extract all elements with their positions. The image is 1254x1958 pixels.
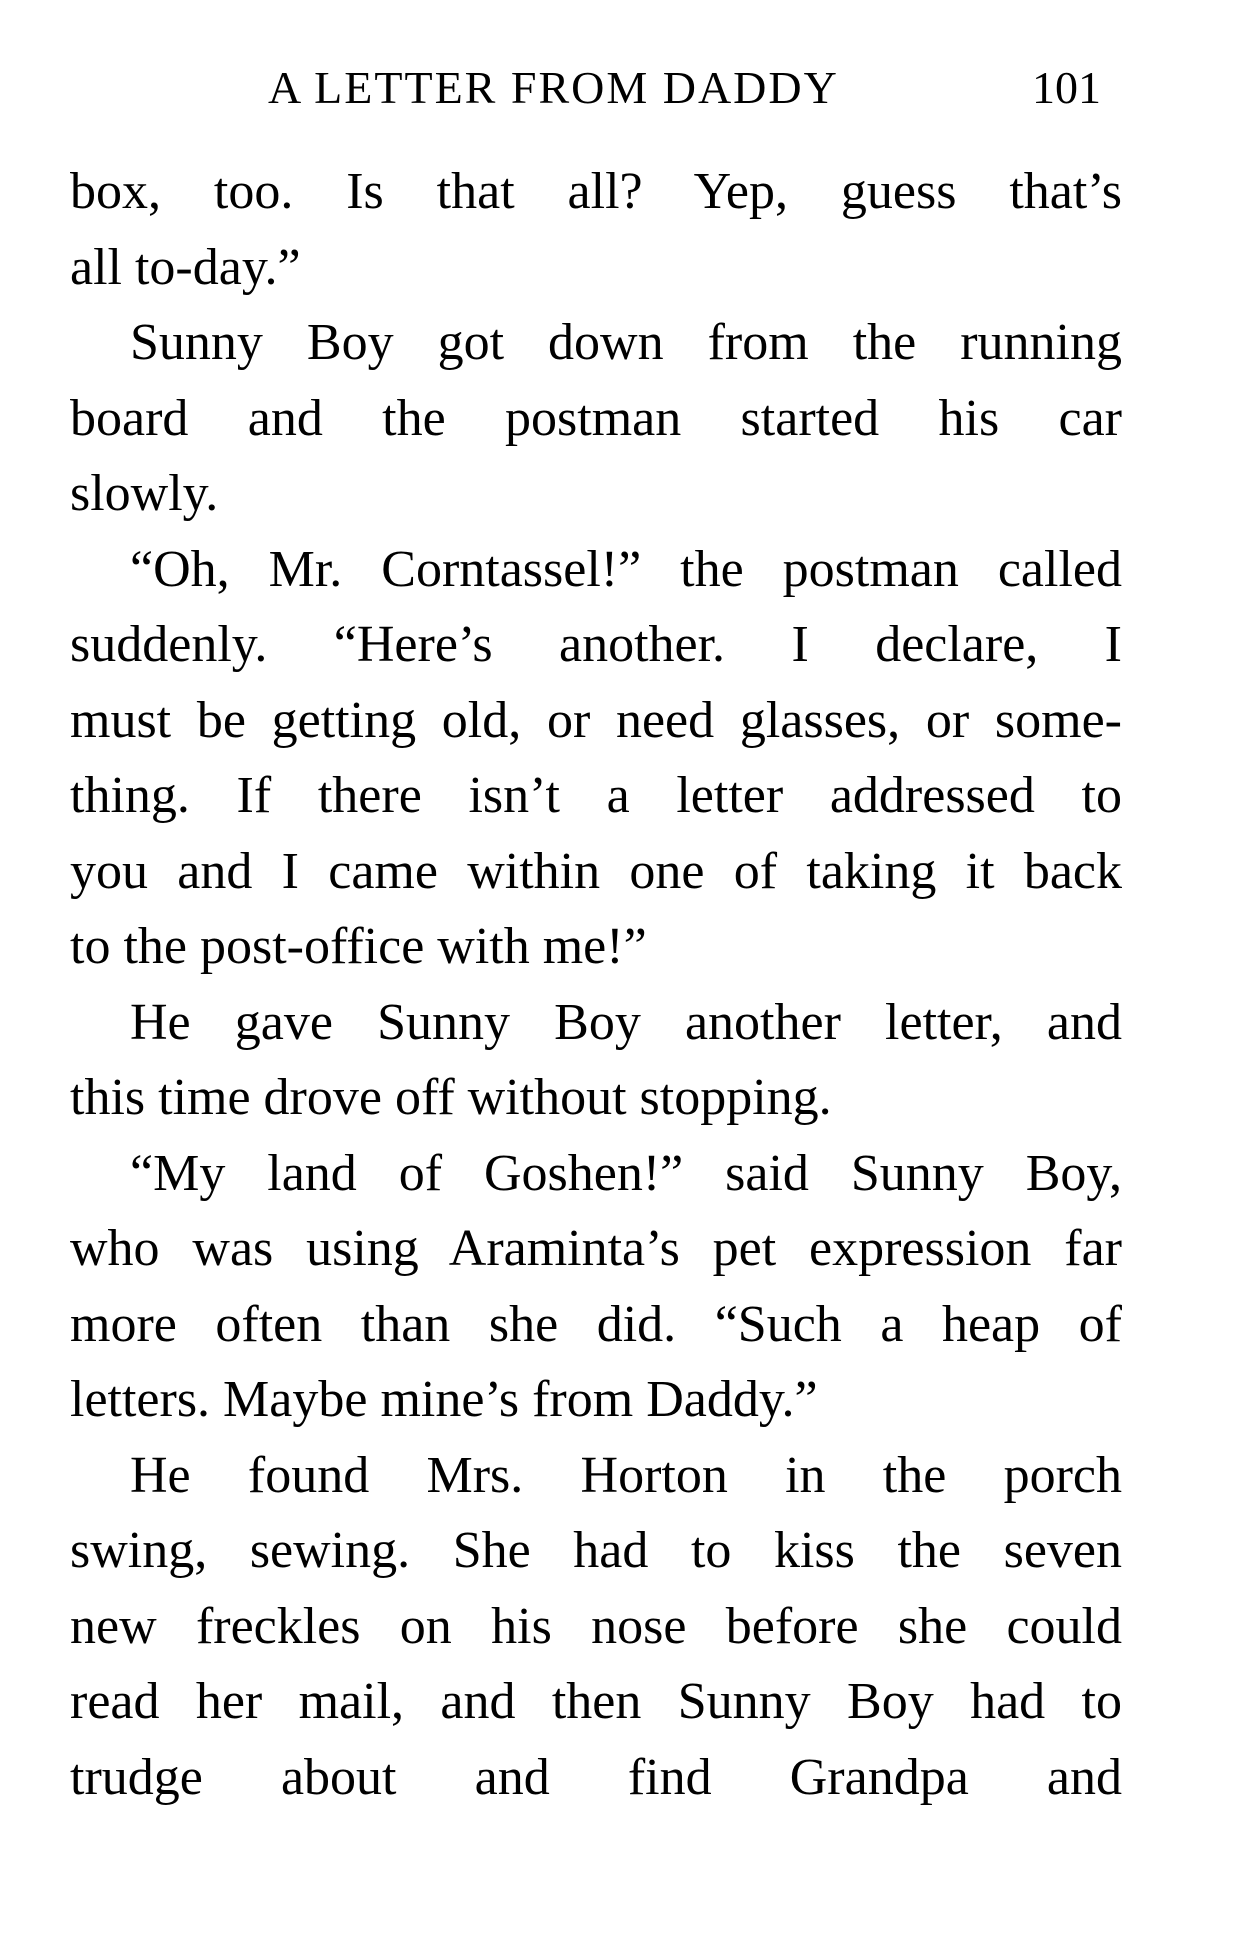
text-line: you and I came within one of taking it back bbox=[70, 842, 1122, 900]
text-line: board and the postman started his car bbox=[70, 389, 1122, 447]
text-line: He found Mrs. Horton in the porch bbox=[130, 1446, 1122, 1504]
text-line: all to-day.” bbox=[70, 238, 301, 296]
text-line: to the post-office with me!” bbox=[70, 918, 647, 975]
text-line: box, too. Is that all? Yep, guess that’s bbox=[70, 163, 1122, 220]
text-line: letters. Maybe mine’s from Daddy.” bbox=[70, 1371, 818, 1428]
text-line: swing, sewing. She had to kiss the seven bbox=[70, 1522, 1122, 1579]
page-header bbox=[0, 58, 1254, 118]
text-line: slowly. bbox=[70, 465, 219, 522]
text-line: read her mail, and then Sunny Boy had to bbox=[70, 1673, 1122, 1730]
text-line: must be getting old, or need glasses, or some- bbox=[70, 691, 1122, 749]
text-line: this time drove off without stopping. bbox=[70, 1069, 832, 1126]
body-text bbox=[70, 154, 1122, 1815]
text-line: “Oh, Mr. Corntassel!” the postman called bbox=[130, 540, 1122, 598]
text-line: thing. If there isn’t a letter addressed to bbox=[70, 767, 1122, 824]
text-line: more often than she did. “Such a heap of bbox=[70, 1295, 1122, 1353]
text-line: who was using Araminta’s pet expression far bbox=[70, 1220, 1122, 1277]
text-line: new freckles on his nose before she could bbox=[70, 1597, 1122, 1655]
text-line: suddenly. “Here’s another. I declare, I bbox=[70, 616, 1122, 673]
text-line: “My land of Goshen!” said Sunny Boy, bbox=[130, 1144, 1122, 1202]
text-line: trudge about and find Grandpa and bbox=[70, 1748, 1122, 1806]
text-line: Sunny Boy got down from the running bbox=[130, 314, 1122, 371]
page-number: 101 bbox=[1032, 62, 1101, 113]
text-line: He gave Sunny Boy another letter, and bbox=[130, 993, 1122, 1051]
running-title: A LETTER FROM DADDY bbox=[268, 62, 839, 113]
